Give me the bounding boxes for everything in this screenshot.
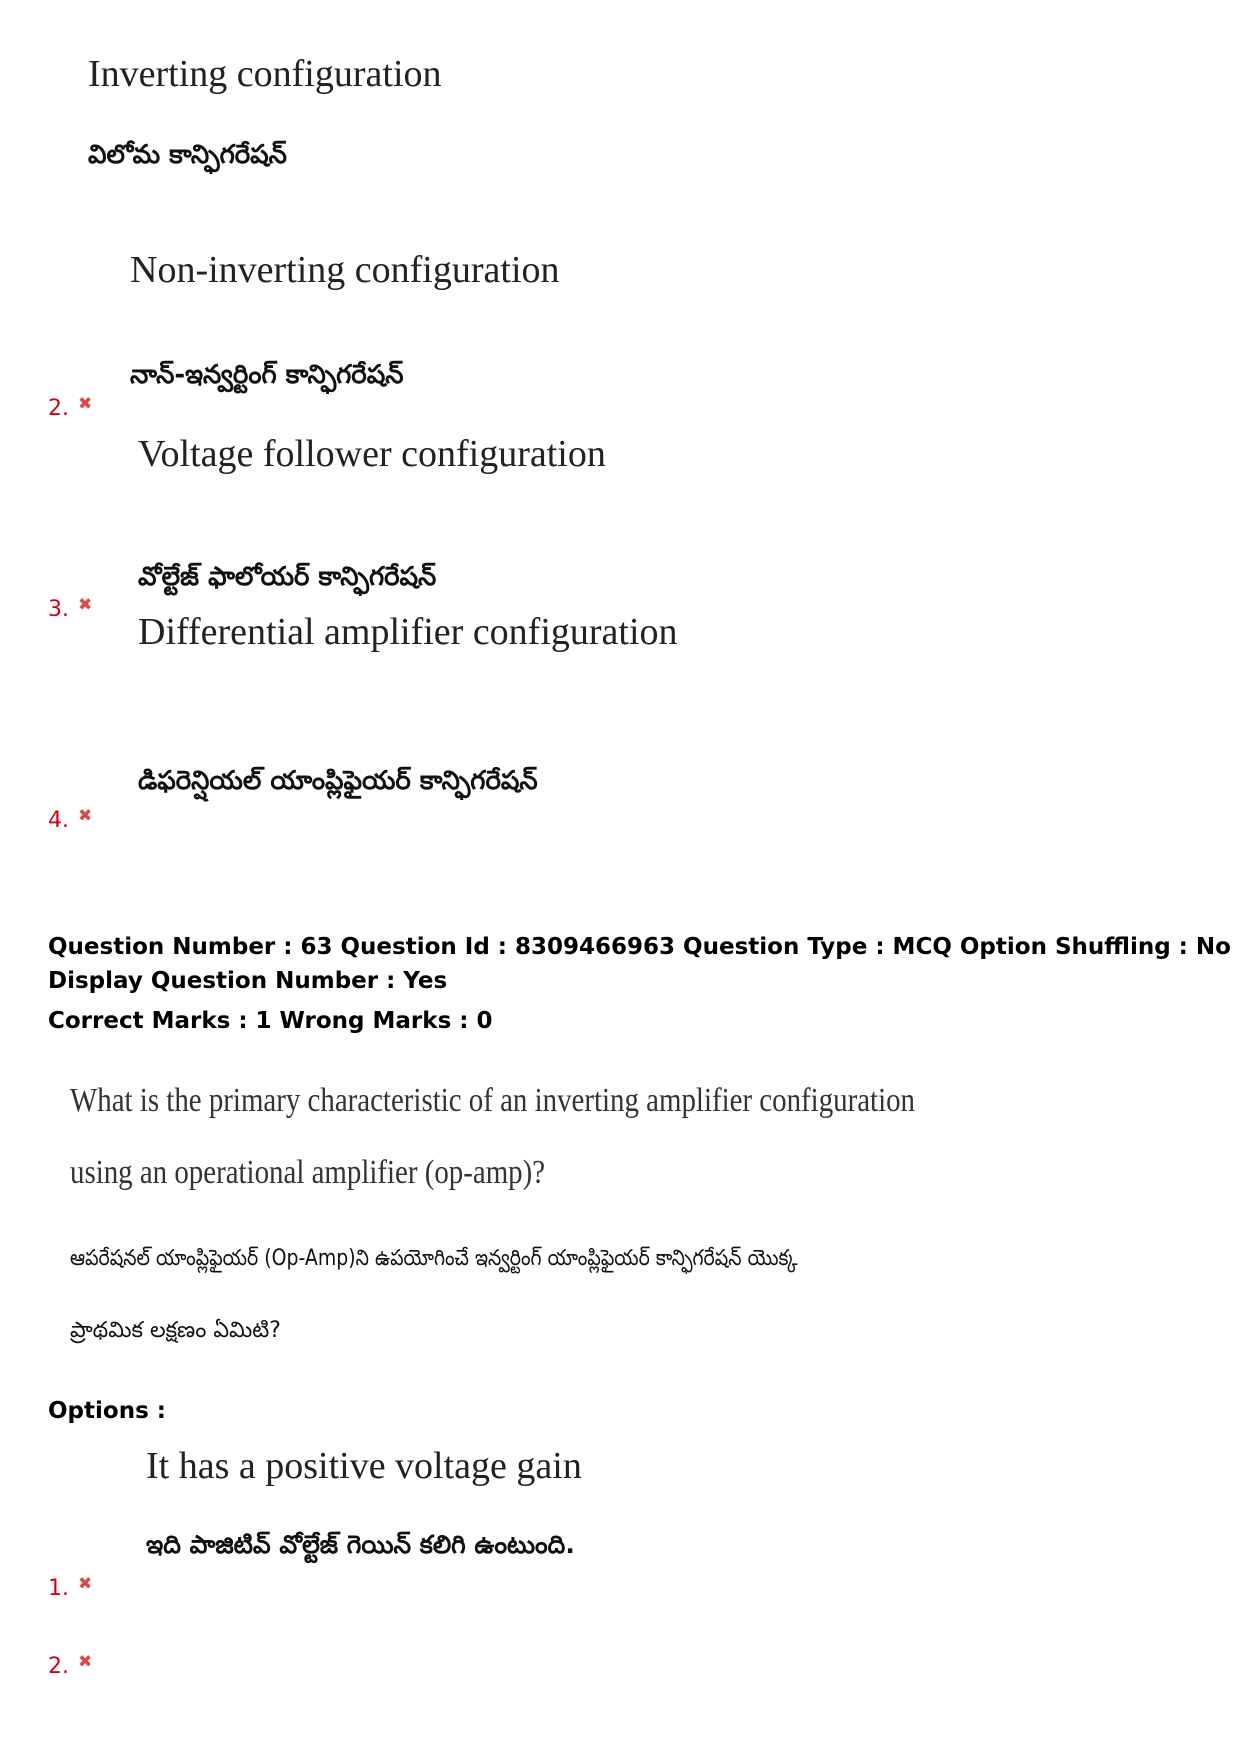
option-1-te: ఇది పాజిటివ్ వోల్టేజ్ గెయిన్ కలిగి ఉంటుంది. bbox=[146, 1530, 575, 1559]
option-2-number[interactable]: 2. ✖ bbox=[48, 1652, 93, 1679]
prev-option-3-en: Voltage follower configuration bbox=[138, 433, 606, 475]
prev-option-2-en: Non-inverting configuration bbox=[130, 249, 560, 291]
cross-icon: ✖ bbox=[78, 394, 93, 414]
prev-option-2-number: 2. ✖ bbox=[48, 394, 93, 421]
question-meta-line2: Display Question Number : Yes bbox=[48, 968, 448, 994]
cross-icon: ✖ bbox=[78, 1652, 93, 1672]
question-text-te-2: ప్రాథమిక లక్షణం ఏమిటి? bbox=[70, 1318, 281, 1343]
prev-option-3-number: 3. ✖ bbox=[48, 595, 93, 622]
question-meta-line3: Correct Marks : 1 Wrong Marks : 0 bbox=[48, 1008, 493, 1034]
cross-icon: ✖ bbox=[78, 595, 93, 615]
prev-option-2-te: నాన్-ఇన్వర్టింగ్ కాన్ఫిగరేషన్ bbox=[130, 360, 404, 390]
prev-option-4-te: డిఫరెన్షియల్ యాంప్లిఫైయర్ కాన్ఫిగరేషన్ bbox=[138, 766, 538, 796]
question-text-en-2: using an operational amplifier (op-amp)? bbox=[70, 1154, 546, 1191]
prev-option-1-en: Inverting configuration bbox=[88, 53, 442, 95]
question-text-te-1: ఆపరేషనల్ యాంప్లిఫైయర్ (Op-Amp)ని ఉపయోగించే ఇన్వర్టింగ్ యాంప్లిఫైయర్ కాన్ఫిగరేషన్ యొక్క bbox=[70, 1246, 798, 1271]
cross-icon: ✖ bbox=[78, 1574, 93, 1594]
prev-option-4-en: Differential amplifier configuration bbox=[138, 611, 678, 653]
prev-option-3-te: వోల్టేజ్ ఫాలోయర్ కాన్ఫిగరేషన్ bbox=[138, 562, 437, 592]
option-1-number[interactable]: 1. ✖ bbox=[48, 1574, 93, 1601]
prev-option-4-number: 4. ✖ bbox=[48, 806, 93, 833]
prev-option-1-te: విలోమ కాన్ఫిగరేషన్ bbox=[88, 140, 287, 170]
cross-icon: ✖ bbox=[78, 806, 93, 826]
option-1-en: It has a positive voltage gain bbox=[146, 1445, 582, 1487]
question-text-en-1: What is the primary characteristic of an inverting amplifier configuration bbox=[70, 1082, 916, 1119]
options-label: Options : bbox=[48, 1398, 166, 1424]
question-meta-line1: Question Number : 63 Question Id : 8309466963 Question Type : MCQ Option Shuffling : No bbox=[48, 934, 1231, 960]
